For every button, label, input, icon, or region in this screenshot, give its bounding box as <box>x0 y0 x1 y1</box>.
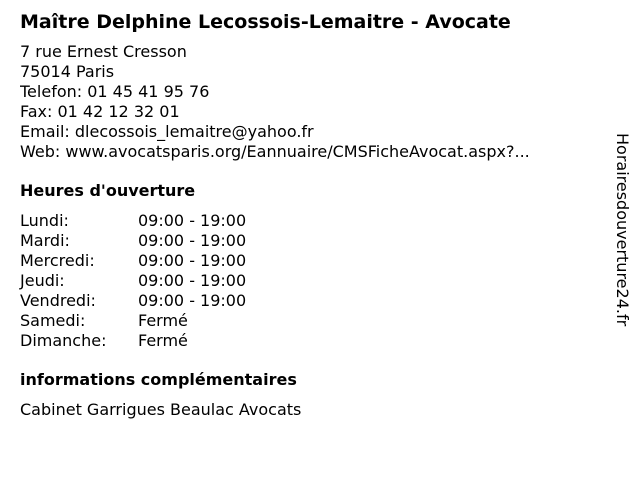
hours-time: 09:00 - 19:00 <box>138 251 247 270</box>
hours-time: 09:00 - 19:00 <box>138 291 247 310</box>
info-heading: informations complémentaires <box>20 370 297 389</box>
hours-row-vendredi <box>20 291 600 311</box>
hours-time: Fermé <box>138 331 188 350</box>
hours-row-dimanche <box>20 331 600 351</box>
hours-day: Vendredi: <box>20 291 96 310</box>
hours-time: 09:00 - 19:00 <box>138 211 247 230</box>
hours-day: Mercredi: <box>20 251 95 270</box>
hours-row-jeudi <box>20 271 600 291</box>
hours-heading: Heures d'ouverture <box>20 181 196 200</box>
hours-day: Jeudi: <box>20 271 65 290</box>
business-card <box>20 10 600 420</box>
address-street: 7 rue Ernest Cresson <box>20 42 187 61</box>
web-text: Web: www.avocatsparis.org/Eannuaire/CMSFicheAvocat.aspx?... <box>20 142 530 161</box>
site-watermark: Horairesdouverture24.fr <box>613 133 632 327</box>
info-text: Cabinet Garrigues Beaulac Avocats <box>20 400 302 419</box>
hours-row-samedi <box>20 311 600 331</box>
hours-time: Fermé <box>138 311 188 330</box>
address-city: 75014 Paris <box>20 62 115 81</box>
hours-row-mardi <box>20 231 600 251</box>
phone-text: Telefon: 01 45 41 95 76 <box>20 82 210 101</box>
hours-table <box>20 211 600 351</box>
contact-block <box>20 42 600 162</box>
hours-day: Dimanche: <box>20 331 107 350</box>
fax-text: Fax: 01 42 12 32 01 <box>20 102 180 121</box>
hours-day: Samedi: <box>20 311 86 330</box>
hours-row-lundi <box>20 211 600 231</box>
hours-day: Lundi: <box>20 211 69 230</box>
page-title: Maître Delphine Lecossois-Lemaitre - Avocate <box>20 11 511 33</box>
hours-time: 09:00 - 19:00 <box>138 271 247 290</box>
hours-row-mercredi <box>20 251 600 271</box>
email-text: Email: dlecossois_lemaitre@yahoo.fr <box>20 122 314 141</box>
hours-time: 09:00 - 19:00 <box>138 231 247 250</box>
hours-day: Mardi: <box>20 231 70 250</box>
